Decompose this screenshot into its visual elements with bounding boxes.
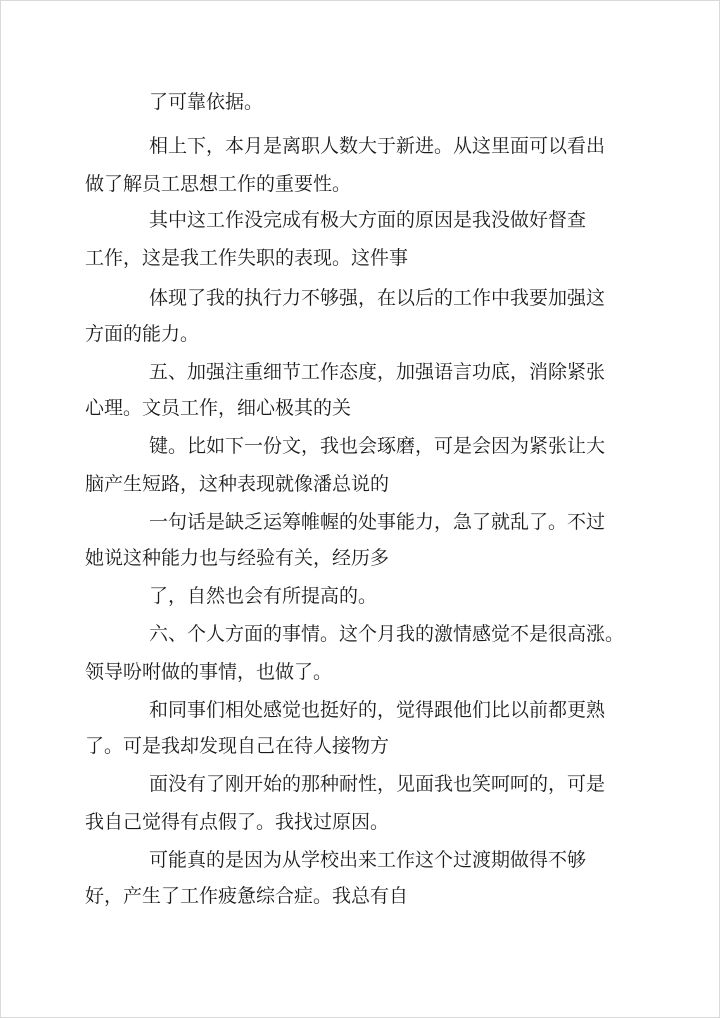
text-line: 五、加强注重细节工作态度，加强语言功底，消除紧张: [149, 361, 606, 383]
text-line: 了可靠依据。: [149, 91, 264, 113]
text-line: 了，自然也会有所提高的。: [149, 585, 378, 607]
text-line: 可能真的是因为从学校出来工作这个过渡期做得不够: [149, 849, 587, 871]
text-line: 六、个人方面的事情。这个月我的激情感觉不是很高涨。: [149, 623, 625, 645]
text-line: 了。可是我却发现自己在待人接物方: [85, 735, 390, 757]
text-line: 一句话是缺乏运筹帷幄的处事能力，急了就乱了。不过: [149, 511, 606, 533]
text-line: 相上下，本月是离职人数大于新进。从这里面可以看出: [149, 135, 606, 157]
text-line: 好，产生了工作疲惫综合症。我总有自: [85, 885, 409, 907]
text-line: 方面的能力。: [85, 323, 200, 345]
text-line: 脑产生短路，这种表现就像潘总说的: [85, 473, 390, 495]
text-line: 其中这工作没完成有极大方面的原因是我没做好督查: [149, 209, 587, 231]
text-line: 键。比如下一份文，我也会琢磨，可是会因为紧张让大: [149, 435, 606, 457]
text-line: 我自己觉得有点假了。我找过原因。: [85, 811, 390, 833]
text-line: 和同事们相处感觉也挺好的，觉得跟他们比以前都更熟: [149, 699, 606, 721]
text-line: 体现了我的执行力不够强，在以后的工作中我要加强这: [149, 287, 606, 309]
text-line: 做了解员工思想工作的重要性。: [85, 173, 352, 195]
text-line: 领导吩咐做的事情，也做了。: [85, 661, 333, 683]
text-line: 工作，这是我工作失职的表现。这件事: [85, 247, 409, 269]
text-line: 她说这种能力也与经验有关，经历多: [85, 547, 390, 569]
text-line: 面没有了刚开始的那种耐性，见面我也笑呵呵的，可是: [149, 773, 606, 795]
text-line: 心理。文员工作，细心极其的关: [85, 397, 352, 419]
